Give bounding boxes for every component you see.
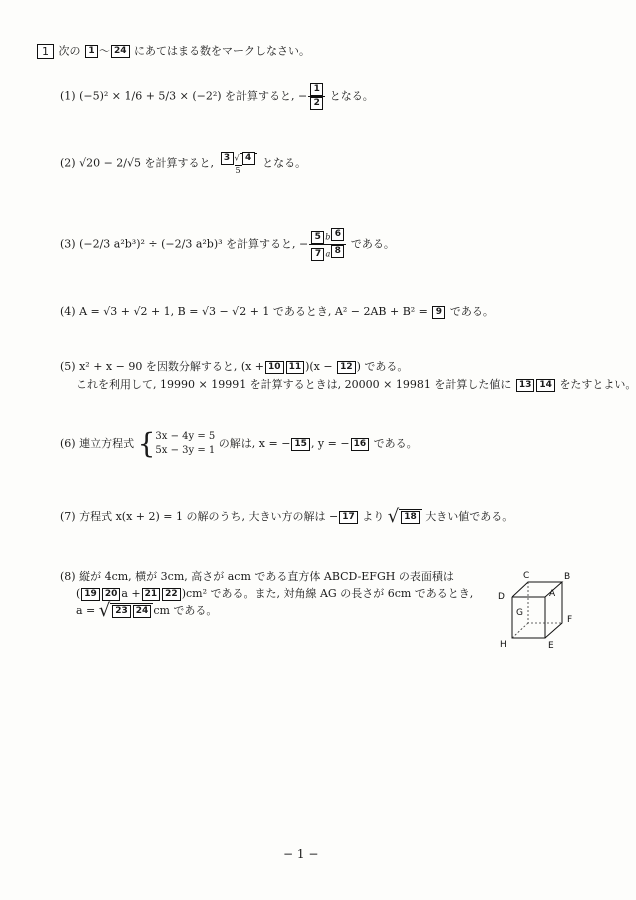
problem-8-line2-post: )cm² である。また, 対角線 AG の長さが 6cm であるとき, [181, 587, 474, 600]
problem-8-label: (8) [60, 570, 76, 583]
answer-box-1: 1 [310, 83, 323, 96]
answer-box-7: 7 [311, 248, 324, 261]
var-b: b [325, 232, 331, 242]
answer-box-16: 16 [351, 438, 370, 451]
last-answer-box: 24 [111, 45, 130, 58]
problem-1-label: (1) [60, 89, 76, 103]
vertex-G: G [516, 608, 523, 618]
answer-box-23: 23 [112, 605, 131, 618]
answer-box-19: 19 [81, 588, 100, 601]
answer-box-10: 10 [265, 361, 284, 374]
problem-5 [60, 360, 408, 374]
answer-box-17: 17 [339, 511, 358, 524]
problem-5-line2-post: をたすとよい。 [559, 378, 636, 391]
problem-5-label: (5) [60, 360, 76, 373]
problem-1-expr: (−5)² × 1/6 + 5/3 × (−2²) [79, 89, 222, 103]
problem-7-pre: 方程式 x(x + 2) = 1 の解のうち, 大きい方の解は − [79, 510, 339, 523]
problem-3: (3) (−2/3 a²b³)² ÷ (−2/3 a²b)³ を計算すると, − $\frac{5 b 6}{7 a 8}$ である。 [60, 229, 395, 260]
problem-3-expr: (−2/3 a²b³)² ÷ (−2/3 a²b)³ [79, 237, 223, 251]
problem-7-label: (7) [60, 510, 76, 523]
answer-box-21: 21 [142, 588, 161, 601]
problem-1: (1) (−5)² × 1/6 + 5/3 × (−2²) を計算すると, − $\frac{1}{2}$ となる。 [60, 84, 374, 108]
cuboid-figure [488, 568, 588, 654]
answer-box-13: 13 [516, 379, 535, 392]
problem-8-line3-pre: a = [76, 604, 96, 617]
problem-8-line2-mid: a + [121, 587, 141, 600]
problem-1-post: となる。 [329, 89, 374, 103]
intro-post: にあてはまる数をマークしなさい。 [134, 44, 311, 58]
problem-7-post: 大きい値である。 [425, 510, 514, 523]
vertex-A: A [549, 589, 556, 599]
problem-2-label: (2) [60, 156, 76, 170]
vertex-C: C [523, 571, 530, 581]
problem-6-pre: 連立方程式 [79, 437, 135, 450]
problem-3-mid: を計算すると, [226, 237, 296, 251]
problem-6: (6) 連立方程式 { 3x − 4y = 5 5x − 3y = 1 の解は, x = − 15 , y = − 16 である。 [60, 427, 418, 460]
problem-4-expr: A = √3 + √2 + 1, B = √3 − √2 + 1 であるとき, A² − 2AB + B² = [79, 305, 428, 318]
answer-box-8: 8 [331, 245, 344, 258]
problem-6-mid2: , y = − [310, 437, 350, 450]
problem-3-post: である。 [350, 237, 395, 251]
problem-6-mid: の解は, x = − [218, 437, 291, 450]
problem-1-mid: を計算すると, [225, 89, 295, 103]
problem-3-label: (3) [60, 237, 76, 251]
answer-box-3: 3 [221, 152, 234, 165]
problem-5-line2-pre: これを利用して, 19990 × 19991 を計算するときは, 20000 × 19981 を計算した値に [76, 378, 512, 391]
problem-4-label: (4) [60, 305, 76, 318]
problem-6-post: である。 [373, 437, 418, 450]
problem-2-expr: √20 − 2/√5 [79, 156, 142, 170]
answer-box-2: 2 [310, 97, 323, 110]
problem-2-denominator: 5 [235, 166, 241, 175]
vertex-D: D [498, 592, 505, 602]
answer-box-14: 14 [536, 379, 555, 392]
problem-8-line2 [76, 587, 473, 601]
problem-2: (2) √20 − 2/√5 を計算すると, $\frac{3 √ 4}{5}$ となる。 [60, 153, 307, 175]
answer-box-24: 24 [133, 605, 152, 618]
answer-box-9: 9 [432, 306, 445, 319]
answer-box-4: 4 [242, 152, 255, 165]
vertex-F: F [567, 615, 573, 625]
problem-6-eq1: 3x − 4y = 5 [155, 431, 216, 442]
section-number-box: 1 [37, 44, 54, 59]
problem-8 [60, 570, 454, 584]
problem-5-line2 [76, 378, 636, 392]
vertex-B: B [564, 572, 571, 582]
answer-box-20: 20 [102, 588, 121, 601]
answer-box-22: 22 [162, 588, 181, 601]
problem-7-mid: より [362, 510, 385, 523]
var-a: a [325, 249, 331, 259]
answer-box-6: 6 [331, 228, 344, 241]
problem-5-line1-post: ) である。 [356, 360, 409, 373]
answer-box-18: 18 [401, 511, 420, 524]
vertex-H: H [500, 640, 507, 650]
problem-2-mid: を計算すると, [144, 156, 215, 170]
problem-5-line1-pre: x² + x − 90 を因数分解すると, (x + [79, 360, 265, 373]
problem-8-line3-post: cm である。 [153, 604, 218, 617]
vertex-E: E [548, 641, 554, 651]
problem-8-paren-open: ( [76, 587, 81, 600]
cuboid-hidden-edge-gh [512, 623, 528, 638]
answer-box-11: 11 [286, 361, 305, 374]
section-header [36, 44, 310, 59]
answer-box-12: 12 [337, 361, 356, 374]
first-answer-box: 1 [85, 45, 98, 58]
intro-pre: 次の [58, 44, 81, 58]
problem-4 [60, 305, 494, 319]
problem-6-eq2: 5x − 3y = 1 [155, 445, 216, 456]
problem-6-label: (6) [60, 437, 76, 450]
problem-2-post: となる。 [262, 156, 307, 170]
problem-5-line1-mid: )(x − [305, 360, 333, 373]
problem-4-post: である。 [449, 305, 494, 318]
answer-box-5: 5 [311, 231, 324, 244]
problem-8-line3: a = √ 23 24 cm である。 [76, 600, 218, 621]
answer-box-15: 15 [291, 438, 310, 451]
problem-8-line1: 縦が 4cm, 横が 3cm, 高さが acm である直方体 ABCD-EFGH の表面積は [79, 570, 454, 583]
tilde: ～ [99, 44, 110, 58]
page-number: − 1 − [283, 847, 319, 861]
problem-7: (7) 方程式 x(x + 2) = 1 の解のうち, 大きい方の解は − 17 より √ 18 大きい値である。 [60, 506, 514, 527]
